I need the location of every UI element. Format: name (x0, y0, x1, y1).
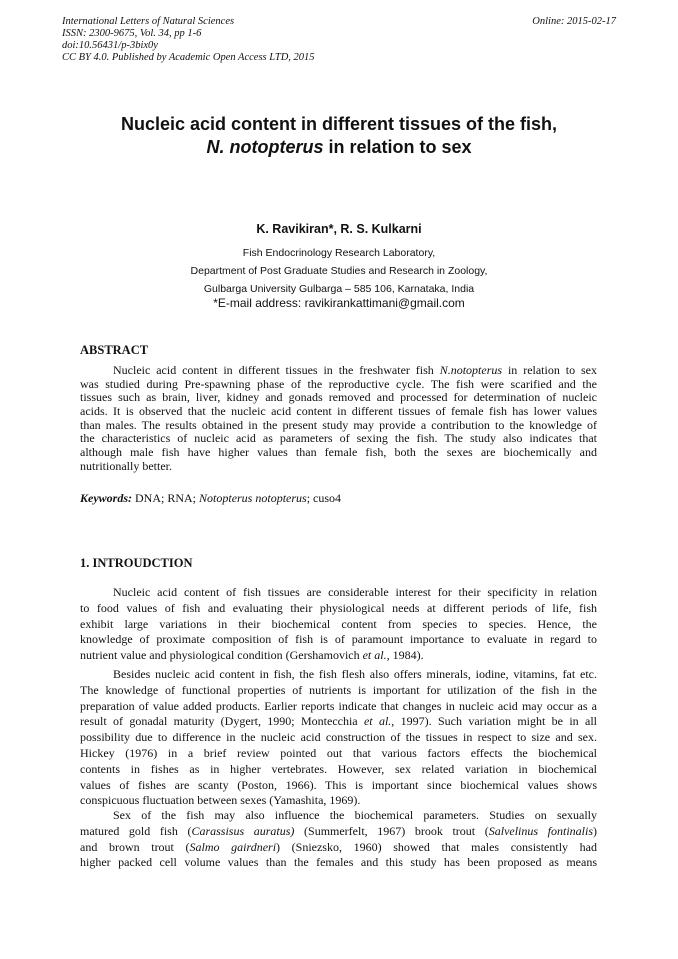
text-line: Nucleic acid content in different tissues in the freshwater fish N.notopterus in relation to sex (113, 363, 597, 377)
keywords-label: Keywords: (80, 491, 132, 505)
text-line: was studied during Pre-spawning phase of the reproductive cycle. The fish were scarified and the (80, 376, 597, 391)
journal-license: CC BY 4.0. Published by Academic Open Access LTD, 2015 (62, 52, 315, 63)
text-line: knowledge of proximate composition of fish is of paramount importance to evaluate in regard to (80, 632, 597, 647)
affiliation (40, 244, 638, 298)
contact-email: *E-mail address: ravikirankattimani@gmail.com (213, 296, 465, 310)
abstract-body (80, 364, 597, 474)
journal-issn: ISSN: 2300-9675, Vol. 34, pp 1-6 (62, 28, 202, 39)
text-line: Hickey (1976) in a brief review pointed out that various factors effects the biochemical (80, 745, 597, 760)
journal-header (62, 16, 462, 64)
online-date: Online: 2015-02-17 (532, 16, 616, 27)
title-line-2 (40, 136, 638, 159)
text-line: matured gold fish (Carassisus auratus) (Summerfelt, 1967) brook trout (Salvelinus fontinalis) (80, 823, 597, 838)
journal-doi: doi:10.56431/p-3bix0y (62, 40, 158, 51)
title-species: N. notopterus (206, 137, 324, 157)
intro-paragraph-1 (80, 585, 597, 664)
journal-name: International Letters of Natural Sciences (62, 16, 235, 27)
text-line: possibility due to difference in the nucleic acid construction of the tissues in respect to size and sex. (80, 730, 597, 745)
text-line: conspicuous fluctuation between sexes (Yamashita, 1969). (80, 793, 361, 808)
text-line: Sex of the fish may also influence the biochemical parameters. Studies on sexually (113, 808, 597, 822)
text-line: to food values of fish and evaluating their physiological needs at different periods of life, fish (80, 600, 597, 615)
abstract-heading: ABSTRACT (80, 343, 149, 357)
title-rest: in relation to sex (323, 137, 472, 157)
text-line: nutritionally better. (80, 458, 172, 473)
text-line: tissues such as brain, liver, kidney and gonads removed and processed for determination of nucleic (80, 390, 597, 405)
title-line-1: Nucleic acid content in different tissues of the fish, (120, 114, 558, 134)
introduction-heading: 1. INTROUDCTION (80, 556, 193, 570)
text-line: and brown trout (Salmo gairdneri) (Sniezsko, 1960) showed that males consistently had (80, 839, 597, 854)
text-line: Besides nucleic acid content in fish, the fish flesh also offers minerals, iodine, vitamins, fat etc. (113, 667, 597, 681)
intro-paragraph-3 (80, 808, 597, 871)
text-line: values of fishes are scanty (Poston, 1966). This is important since biochemical values shows (80, 777, 597, 792)
affiliation-line: Department of Post Graduate Studies and Research in Zoology, (190, 265, 488, 277)
text-line: preparation of value added products. Earlier reports indicate that changes in nucleic acid may occur as a (80, 698, 597, 713)
affiliation-line: Gulbarga University Gulbarga – 585 106, Karnataka, India (203, 283, 475, 295)
text-line: higher packed cell volume values than the females and this study has been proposed as means (80, 855, 597, 870)
paper-title (40, 113, 638, 159)
text-line: acids. It is observed that the nucleic acid content in different tissues of female fish has lower values (80, 404, 597, 419)
author-list: K. Ravikiran*, R. S. Kulkarni (256, 222, 422, 236)
text-line: the characteristics of nucleic acid as parameters of sexing the fish. The study also indicates that (80, 431, 597, 446)
text-line: The knowledge of functional properties of nutrients is important for utilization of the fish in the (80, 682, 597, 697)
text-line: nutrient value and physiological condition (Gershamovich et al., 1984). (80, 648, 424, 663)
intro-paragraph-2 (80, 667, 597, 809)
keywords: Keywords: DNA; RNA; Notopterus notopterus; cuso4 (80, 491, 342, 505)
text-line: although male fish have higher values than female fish, both the sexes are biochemically and (80, 445, 597, 460)
text-line: result of gonadal maturity (Dygert, 1990; Montecchia et al., 1997). Such variation might be in all (80, 714, 597, 729)
text-line: than males. The results obtained in the present study may provide a contribution to the knowledge of (80, 417, 597, 432)
text-line: exhibit large variations in their biochemical content from species to species. Hence, the (80, 616, 597, 631)
affiliation-line: Fish Endocrinology Research Laboratory, (242, 247, 436, 259)
text-line: contents in fishes as in higher vertebrates. However, sex related variation in biochemical (80, 761, 597, 776)
text-line: Nucleic acid content of fish tissues are considerable interest for their specificity in relation (113, 585, 597, 599)
